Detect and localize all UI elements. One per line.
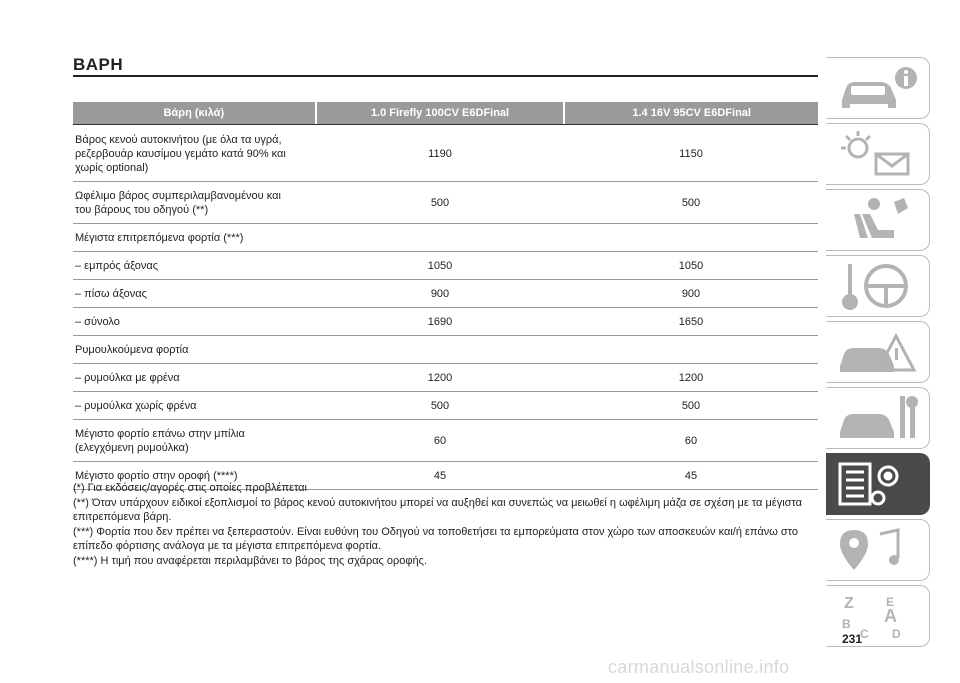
header-engine-2: 1.4 16V 95CV E6DFinal [563,102,818,124]
table-row [73,224,818,252]
row-value-engine-1: 60 [433,434,447,447]
row-value-engine-1: 900 [430,287,450,300]
row-value-engine-1: 1050 [427,259,453,272]
table-row [73,252,818,280]
table-row [73,420,818,462]
row-value-engine-2: 1200 [678,371,704,384]
row-value-engine-1: 1190 [428,147,452,160]
row-label: Βάρος κενού αυτοκινήτου (με όλα τα υγρά, ρεζερβουάρ καυσίμου γεμάτο κατά 90% και χωρίς optional) [75,133,286,174]
header-engine-1: 1.0 Firefly 100CV E6DFinal [315,102,564,124]
tab-maintenance[interactable] [826,387,930,449]
tab-multimedia[interactable] [826,519,930,581]
table-row [73,336,818,364]
row-value-engine-1: 500 [430,399,450,412]
media-location-icon [834,524,922,576]
svg-text:A: A [884,606,897,626]
row-value-engine-2: 1150 [679,147,703,160]
tab-lights-messages[interactable] [826,123,930,185]
table-row [73,308,818,336]
table-row [73,182,818,224]
row-label: – ρυμούλκα με φρένα [75,371,180,384]
row-label: – σύνολο [75,315,120,328]
table-row [73,392,818,420]
header-weights-kg: Βάρη (κιλά) [73,102,315,124]
title-divider [73,75,818,77]
row-label: Ρυμουλκούμενα φορτία [75,343,189,356]
table-row [73,126,818,182]
page-number: 231 [842,632,863,646]
footnotes [73,481,823,568]
lights-warning-icon [834,128,922,180]
row-value-engine-1: 1200 [427,371,453,384]
car-tools-icon [834,392,922,444]
row-value-engine-1: 500 [430,196,450,209]
row-value-engine-1: 1690 [427,315,453,328]
footnote: (*) Για εκδόσεις/αγορές στις οποίες προβλέπεται [73,482,307,494]
chapter-tabs [826,57,930,651]
car-crash-warning-icon [834,326,922,378]
row-value-engine-2: 1050 [678,259,704,272]
header-divider [73,124,818,125]
tab-emergency[interactable] [826,321,930,383]
row-label: Μέγιστα επιτρεπόμενα φορτία (***) [75,231,244,244]
row-label: – ρυμούλκα χωρίς φρένα [75,399,197,412]
footnote: (**) Όταν υπάρχουν ειδικοί εξοπλισμοί το βάρος κενού αυτοκινήτου μπορεί να αυξηθεί και συνεπώς να μειωθεί η ωφέλιμη μάζα σε σχέση με τα μέγιστα επιτρεπόμενα βάρη. [73,496,802,523]
row-label: Ωφέλιμο βάρος συμπεριλαμβανομένου και του βάρους του οδηγού (**) [75,189,281,216]
tab-starting-driving[interactable] [826,255,930,317]
watermark-text: carmanualsonline.info [608,657,790,677]
table-row [73,280,818,308]
tab-safety[interactable] [826,189,930,251]
row-label: – εμπρός άξονας [75,259,159,272]
key-steering-wheel-icon [834,260,922,312]
tab-technical-data[interactable] [826,453,930,515]
row-value-engine-2: 500 [681,399,701,412]
row-value-engine-2: 60 [684,434,698,447]
footnote: (****) Η τιμή που αναφέρεται περιλαμβάνει το βάρος της σχάρας οροφής. [73,554,428,567]
car-info-icon [834,62,922,114]
weights-table-body [73,126,818,490]
section-title: ΒΑΡΗ [73,55,124,74]
table-row [73,364,818,392]
row-value-engine-1: 45 [433,469,447,482]
row-label: – πίσω άξονας [75,287,147,300]
svg-text:C: C [860,627,869,641]
row-label: Μέγιστο φορτίο επάνω στην μπίλια (ελεγχόμενη ρυμούλκα) [75,427,245,454]
svg-text:Z: Z [844,595,854,612]
tab-car-info[interactable] [826,57,930,119]
seat-airbag-icon [834,194,922,246]
row-value-engine-2: 900 [681,287,701,300]
footnote: (***) Φορτία που δεν πρέπει να ξεπεραστούν. Είναι ευθύνη του Οδηγού να τοποθετήσει τα εμπορεύματα στον χώρο των αποσκευών και/ή επάνω στο επίπεδο φόρτισης ανάλογα με τα μέγιστα επιτρεπόμενα φορτία. [73,525,798,552]
svg-text:D: D [892,627,901,641]
row-value-engine-2: 45 [684,469,698,482]
row-value-engine-2: 1650 [678,315,704,328]
svg-text:B: B [842,617,851,631]
svg-text:E: E [886,595,895,609]
row-value-engine-2: 500 [681,196,701,209]
weights-table-header [73,102,818,124]
row-label: Μέγιστο φορτίο στην οροφή (****) [75,469,238,482]
specs-gears-icon [834,458,922,510]
